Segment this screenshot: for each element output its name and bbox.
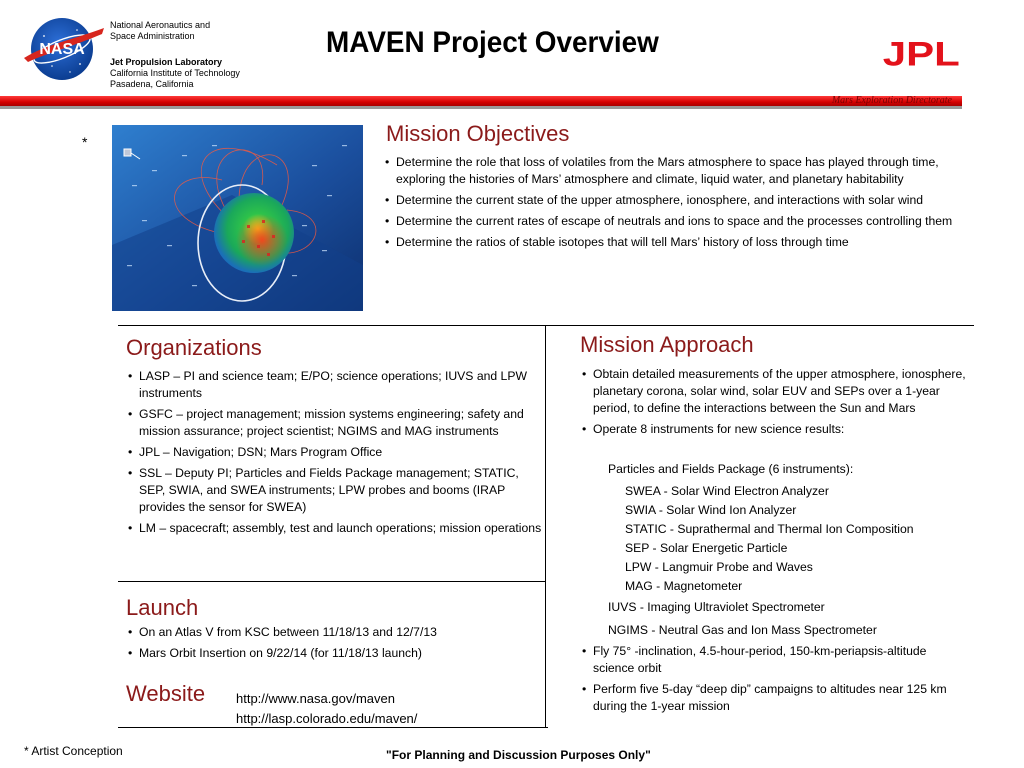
header-bar <box>0 95 962 111</box>
artwork-marker: * <box>82 134 88 150</box>
instrument-sep: SEP - Solar Energetic Particle <box>625 541 788 555</box>
nasa-logo <box>22 14 106 84</box>
org-jpl-block <box>110 57 240 90</box>
list-item: • SSL – Deputy PI; Particles and Fields Package management; STATIC, SEP, SWIA, and SWEA instruments; LPW probes and booms (IRAP provides the sensor for SWEA) <box>124 465 542 516</box>
divider-middle <box>118 581 545 582</box>
instrument-swia: SWIA - Solar Wind Ion Analyzer <box>625 503 797 517</box>
directorate-label: Mars Exploration Directorate <box>831 95 952 106</box>
mission-approach-list-2 <box>578 643 970 719</box>
org-jpl-line2: California Institute of Technology <box>110 68 240 78</box>
list-item: • Operate 8 instruments for new science results: <box>578 421 970 438</box>
nasa-logo-text: NASA <box>39 41 85 58</box>
launch-heading: Launch <box>126 595 199 620</box>
footer-artist-note: * Artist Conception <box>24 744 123 758</box>
org-nasa-block <box>110 20 210 42</box>
instrument-mag: MAG - Magnetometer <box>625 579 743 593</box>
mission-approach-list <box>578 366 970 442</box>
list-item: • Fly 75° -inclination, 4.5-hour-period, 150-km-periapsis-altitude science orbit <box>578 643 970 677</box>
org-nasa-line1: National Aeronautics and <box>110 20 211 30</box>
organizations-list <box>124 368 542 541</box>
list-item: • On an Atlas V from KSC between 11/18/13 and 12/7/13 <box>124 624 542 641</box>
divider-top <box>118 325 974 326</box>
jpl-logo-text: JPL <box>882 35 960 69</box>
list-item: • Perform five 5-day “deep dip” campaigns to altitudes near 125 km during the 1-year mission <box>578 681 970 715</box>
list-item: • Determine the role that loss of volatiles from the Mars atmosphere to space has played through time, exploring the histories of Mars’ atmosphere and climate, liquid water, and planetary habitability <box>381 154 961 188</box>
organizations-heading: Organizations <box>126 335 262 360</box>
list-item: • Determine the current rates of escape of neutrals and ions to space and the processes controlling them <box>381 213 961 230</box>
org-jpl-line1: Jet Propulsion Laboratory <box>110 57 223 67</box>
website-link-lasp[interactable]: http://lasp.colorado.edu/maven/ <box>236 711 418 726</box>
instrument-lpw: LPW - Langmuir Probe and Waves <box>625 560 813 574</box>
list-item: • Determine the current state of the upper atmosphere, ionosphere, and interactions with solar wind <box>381 192 961 209</box>
org-nasa-line2: Space Administration <box>110 31 195 41</box>
instrument-static: STATIC - Suprathermal and Thermal Ion Composition <box>625 522 914 536</box>
list-item: • JPL – Navigation; DSN; Mars Program Office <box>124 444 542 461</box>
website-link-nasa[interactable]: http://www.nasa.gov/maven <box>236 691 395 706</box>
pfp-label: Particles and Fields Package (6 instruments): <box>608 462 854 476</box>
website-heading: Website <box>126 681 206 706</box>
page-title: MAVEN Project Overview <box>326 26 659 59</box>
org-jpl-line3: Pasadena, California <box>110 79 194 89</box>
instrument-swea: SWEA - Solar Wind Electron Analyzer <box>625 484 829 498</box>
list-item: • Determine the ratios of stable isotopes that will tell Mars’ history of loss through time <box>381 234 961 251</box>
mission-approach-heading: Mission Approach <box>580 332 754 357</box>
list-item: • GSFC – project management; mission systems engineering; safety and mission assurance; project scientist; NGIMS and MAG instruments <box>124 406 542 440</box>
divider-vertical <box>545 325 546 727</box>
list-item: • LASP – PI and science team; E/PO; science operations; IUVS and LPW instruments <box>124 368 542 402</box>
list-item: • Obtain detailed measurements of the upper atmosphere, ionosphere, planetary corona, solar wind, solar EUV and SEPs over a 1-year period, to define the interactions between the Sun and Mars <box>578 366 970 417</box>
mission-objectives-list <box>381 154 961 255</box>
launch-list <box>124 624 542 666</box>
mission-objectives-heading: Mission Objectives <box>386 121 570 146</box>
artist-conception-image <box>112 125 363 311</box>
header-bar-red <box>0 96 962 106</box>
instrument-iuvs: IUVS - Imaging Ultraviolet Spectrometer <box>608 600 825 614</box>
header-bar-gray <box>0 106 962 109</box>
jpl-logo <box>874 35 968 69</box>
list-item: • Mars Orbit Insertion on 9/22/14 (for 11/18/13 launch) <box>124 645 542 662</box>
footer-planning-note: "For Planning and Discussion Purposes Only" <box>386 748 651 762</box>
instrument-ngims: NGIMS - Neutral Gas and Ion Mass Spectrometer <box>608 623 877 637</box>
list-item: • LM – spacecraft; assembly, test and launch operations; mission operations <box>124 520 542 537</box>
